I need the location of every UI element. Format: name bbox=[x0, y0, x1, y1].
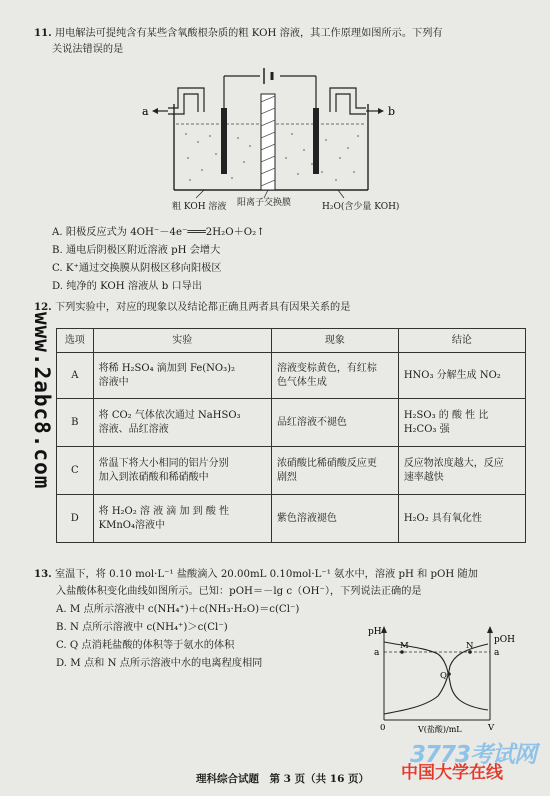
label-poh: pOH bbox=[494, 635, 515, 645]
row-conclusion bbox=[398, 399, 525, 447]
cell-line: HNO₃ 分解生成 NO₂ bbox=[403, 369, 501, 381]
electrolysis-diagram bbox=[140, 62, 400, 212]
label-q: Q bbox=[440, 671, 447, 681]
cell-line: 溶液中 bbox=[98, 376, 129, 388]
header-conclusion: 结论 bbox=[398, 329, 525, 353]
q11-stem-line1 bbox=[34, 27, 443, 40]
cell-line: 常温下将大小相同的铝片分别 bbox=[98, 458, 229, 469]
label-n: N bbox=[466, 641, 474, 651]
cell-line: 加入到浓硝酸和稀硝酸中 bbox=[98, 471, 209, 483]
header-option: 选项 bbox=[57, 329, 94, 353]
header-experiment: 实验 bbox=[93, 329, 271, 353]
site-logo-cuo: 中国大学在线 bbox=[401, 763, 503, 783]
cell-line: 将稀 H₂SO₄ 滴加到 Fe(NO₃)₂ bbox=[98, 363, 236, 374]
site-logo-3773: 3773考试网 bbox=[410, 742, 537, 768]
poh-curve bbox=[384, 644, 488, 714]
cell-line: 反应物浓度越大，反应 bbox=[403, 458, 504, 469]
cell-line: 溶液变棕黄色，有红棕 bbox=[276, 363, 377, 374]
q12-stem-text: 下列实验中，对应的现象以及结论都正确且两者具有因果关系的是 bbox=[54, 302, 351, 313]
label-a-right: a bbox=[494, 648, 500, 658]
q11-stem-text: 用电解法可提纯含有某些含氧酸根杂质的粗 KOH 溶液，其工作原理如图所示。下列有 bbox=[54, 28, 443, 39]
table-row bbox=[57, 447, 526, 495]
row-conclusion bbox=[398, 353, 525, 399]
watermark-site-url: www.2abc8.com bbox=[30, 312, 54, 490]
cation-exchange-membrane bbox=[261, 94, 275, 190]
cell-line: 速率越快 bbox=[403, 471, 444, 483]
label-water-koh: H₂O(含少量 KOH) bbox=[322, 202, 400, 212]
label-a: a bbox=[142, 105, 149, 118]
row-experiment bbox=[93, 399, 271, 447]
row-option: D bbox=[57, 495, 94, 543]
q13-stem-text: 室温下，将 0.10 mol·L⁻¹ 盐酸滴入 20.00mL 0.10mol·L⁻¹ 氨水中，溶液 pH 和 pOH 随加 bbox=[54, 569, 478, 580]
row-conclusion bbox=[398, 447, 525, 495]
row-option: A bbox=[57, 353, 94, 399]
cell-line: 紫色溶液褪色 bbox=[276, 512, 337, 524]
cell-line: H₂O₂ 具有氧化性 bbox=[403, 512, 482, 524]
row-phenomenon bbox=[271, 447, 398, 495]
cell-line: KMnO₄溶液中 bbox=[98, 519, 165, 531]
label-crude-koh: 粗 KOH 溶液 bbox=[172, 202, 227, 212]
header-phenomenon: 现象 bbox=[271, 329, 398, 353]
table-row bbox=[57, 399, 526, 447]
cell-line: 溶液、品红溶液 bbox=[98, 423, 169, 435]
q13-option-a: A. M 点所示溶液中 c(NH₄⁺)＋c(NH₃·H₂O)＝c(Cl⁻) bbox=[56, 604, 300, 615]
q12-stem bbox=[34, 301, 350, 314]
q11-number: 11. bbox=[34, 27, 52, 39]
table-header-row bbox=[57, 329, 526, 353]
table-row bbox=[57, 495, 526, 543]
q13-stem-line2: 入盐酸体积变化曲线如图所示。已知：pOH＝－lg c（OH⁻），下列说法正确的是 bbox=[56, 586, 422, 597]
cathode-electrode bbox=[313, 108, 319, 174]
outlet-b-pipe bbox=[330, 88, 384, 114]
cell-line: 将 CO₂ 气体依次通过 NaHSO₃ bbox=[98, 410, 241, 421]
q11-stem-line2: 关说法错误的是 bbox=[52, 44, 124, 55]
row-experiment bbox=[93, 447, 271, 495]
row-experiment bbox=[93, 353, 271, 399]
cell-line: H₂CO₃ 强 bbox=[403, 423, 450, 435]
row-conclusion bbox=[398, 495, 525, 543]
label-origin: 0 bbox=[380, 723, 386, 733]
q11-option-d: D. 纯净的 KOH 溶液从 b 口导出 bbox=[52, 281, 203, 292]
q13-number: 13. bbox=[34, 568, 52, 580]
cell-line: 将 H₂O₂ 溶 液 滴 加 到 酸 性 bbox=[98, 506, 230, 517]
row-experiment bbox=[93, 495, 271, 543]
cell-line: 剧烈 bbox=[276, 471, 297, 483]
cell-line: 品红溶液不褪色 bbox=[276, 416, 347, 428]
q11-option-c: C. K⁺通过交换膜从阴极区移向阳极区 bbox=[52, 263, 222, 274]
label-v: V bbox=[488, 723, 495, 733]
cell-line: 色气体生成 bbox=[276, 376, 327, 388]
q13-option-d: D. M 点和 N 点所示溶液中水的电离程度相同 bbox=[56, 658, 263, 669]
row-option: B bbox=[57, 399, 94, 447]
label-a-left: a bbox=[374, 648, 380, 658]
table-row bbox=[57, 353, 526, 399]
label-membrane: 阳离子交换膜 bbox=[237, 198, 292, 208]
q11-option-a: A. 阳极反应式为 4OH⁻－4e⁻═══2H₂O＋O₂↑ bbox=[52, 227, 265, 238]
outlet-a-pipe bbox=[152, 88, 204, 114]
anode-electrode bbox=[221, 108, 227, 174]
point-q-marker bbox=[447, 672, 451, 676]
row-phenomenon bbox=[271, 399, 398, 447]
row-option: C bbox=[57, 447, 94, 495]
q12-number: 12. bbox=[34, 301, 52, 313]
q11-option-b: B. 通电后阴极区附近溶液 pH 会增大 bbox=[52, 245, 221, 256]
label-b: b bbox=[388, 105, 396, 118]
experiment-table bbox=[56, 328, 526, 543]
cell-line: 浓硝酸比稀硝酸反应更 bbox=[276, 458, 377, 469]
q13-option-c: C. Q 点消耗盐酸的体积等于氨水的体积 bbox=[56, 640, 235, 651]
label-m: M bbox=[400, 641, 409, 651]
label-ph: pH bbox=[368, 627, 382, 637]
q13-stem-line1 bbox=[34, 568, 478, 581]
page-footer: 理科综合试题 第 3 页（共 16 页） bbox=[196, 773, 370, 785]
row-phenomenon bbox=[271, 495, 398, 543]
cell-line: H₂SO₃ 的 酸 性 比 bbox=[403, 410, 489, 421]
x-axis-label: V(盐酸)/mL bbox=[418, 725, 462, 734]
row-phenomenon bbox=[271, 353, 398, 399]
q13-option-b: B. N 点所示溶液中 c(NH₄⁺)＞c(Cl⁻) bbox=[56, 622, 228, 633]
ph-poh-graph bbox=[366, 620, 526, 736]
